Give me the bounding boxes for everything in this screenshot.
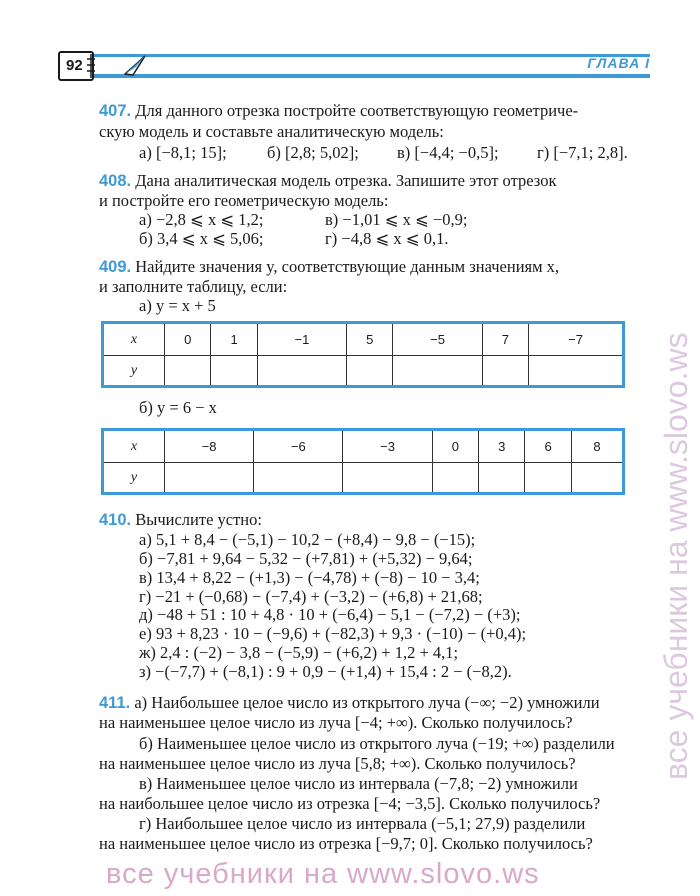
exercise-407-line-2: скую модель и составьте аналитическую модель:: [99, 122, 444, 141]
table-cell: −3: [343, 430, 432, 463]
exercise-410-item-d: г) −21 + (−0,68) − (−7,4) + (−3,2) − (+6,8) + 21,68;: [139, 587, 483, 606]
exercise-411-line-6: на наибольшее целое число из отрезка [−4; −3,5]. Сколько получилось?: [99, 794, 601, 813]
table-cell: 1: [211, 323, 257, 356]
header-rule-bottom: [86, 74, 650, 78]
page-number: 92: [58, 51, 94, 81]
table-cell: 3: [479, 430, 525, 463]
table-cell: [571, 463, 623, 494]
chapter-title: ГЛАВА I: [587, 55, 650, 71]
exercise-408-item-a: а) −2,8 ⩽ x ⩽ 1,2;: [139, 210, 264, 229]
table-b-row-y: [103, 463, 624, 494]
value-table-b: [101, 428, 625, 495]
exercise-409-text: Найдите значения y, соответствующие данным значениям x,: [135, 257, 560, 276]
header-rule-top: [58, 54, 650, 57]
table-cell: 0: [432, 430, 478, 463]
exercise-408-number: 408.: [99, 172, 132, 190]
exercise-407-item-c: в) [−4,4; −0,5];: [397, 143, 499, 162]
exercise-407-item-d: г) [−7,1; 2,8].: [537, 143, 628, 162]
exercise-410-item-b: б) −7,81 + 9,64 − 5,32 − (+7,81) + (+5,32) − 9,64;: [139, 549, 473, 568]
exercise-408-line-2: и постройте его геометрическую модель:: [99, 191, 389, 210]
exercise-409-line-1: [99, 257, 559, 277]
exercise-408-text: Дана аналитическая модель отрезка. Запишите этот отрезок: [135, 171, 557, 190]
exercise-411-number: 411.: [99, 694, 131, 712]
exercise-409-line-2: и заполните таблицу, если:: [99, 277, 288, 296]
exercise-409-part-a: а) y = x + 5: [139, 296, 216, 315]
exercise-407-number: 407.: [99, 102, 132, 120]
table-a-row-y: [103, 356, 624, 387]
exercise-410-text: Вычислите устно:: [135, 510, 262, 529]
exercise-411-line-5: в) Наименьшее целое число из интервала (−7,8; −2) умножили: [139, 774, 578, 793]
table-cell: −8: [165, 430, 254, 463]
exercise-407-item-b: б) [2,8; 5,02];: [267, 143, 359, 162]
table-cell: −7: [529, 323, 624, 356]
exercise-410-item-g: ж) 2,4 : (−2) − 3,8 − (−5,9) − (+6,2) + 1,2 + 4,1;: [139, 643, 459, 662]
table-cell: x: [103, 430, 165, 463]
exercise-411-line-8: на наименьшее целое число из отрезка [−9,7; 0]. Сколько получилось?: [99, 834, 593, 853]
watermark-bottom: все учебники на www.slovo.ws: [106, 858, 540, 890]
table-b-row-x: [103, 430, 624, 463]
table-cell: y: [103, 356, 165, 387]
value-table-a: [101, 321, 625, 388]
table-cell: 5: [347, 323, 393, 356]
spiral-icon: [86, 53, 96, 79]
exercise-407-line-1: [99, 101, 578, 121]
exercise-410-item-f: е) 93 + 8,23 · 10 − (−9,6) + (−82,3) + 9,3 · (−10) − (+0,4);: [139, 624, 527, 643]
exercise-407-text: Для данного отрезка постройте соответствующую геометриче-: [135, 101, 579, 120]
paper-plane-icon: [124, 54, 146, 76]
table-cell: −5: [393, 323, 482, 356]
table-cell: [393, 356, 482, 387]
exercise-411-line-2: на наименьшее целое число из луча [−4; +∞). Сколько получилось?: [99, 713, 573, 732]
watermark-side: все учебники на www.slovo.ws: [658, 332, 694, 780]
table-cell: x: [103, 323, 165, 356]
table-cell: 6: [525, 430, 571, 463]
table-cell: [211, 356, 257, 387]
exercise-411-line-4: на наименьшее целое число из луча [5,8; +∞). Сколько получилось?: [99, 754, 576, 773]
exercise-410-item-a: а) 5,1 + 8,4 − (−5,1) − 10,2 − (+8,4) − 9,8 − (−15);: [139, 530, 476, 549]
table-a-row-x: [103, 323, 624, 356]
table-cell: 0: [165, 323, 211, 356]
table-cell: [529, 356, 624, 387]
table-cell: [347, 356, 393, 387]
exercise-409-part-b: б) y = 6 − x: [139, 398, 217, 417]
table-cell: [432, 463, 478, 494]
table-cell: [165, 356, 211, 387]
exercise-408-item-c: в) −1,01 ⩽ x ⩽ −0,9;: [325, 210, 468, 229]
exercise-410-item-h: з) −(−7,7) + (−8,1) : 9 + 0,9 − (+1,4) + 15,4 : 2 − (−8,2).: [139, 662, 512, 681]
table-cell: −1: [257, 323, 346, 356]
exercise-408-item-d: г) −4,8 ⩽ x ⩽ 0,1.: [325, 229, 449, 248]
exercise-411-line-3: б) Наименьшее целое число из открытого луча (−19; +∞) разделили: [139, 734, 615, 753]
exercise-410-number: 410.: [99, 511, 132, 529]
table-cell: y: [103, 463, 165, 494]
exercise-411-text: а) Наибольшее целое число из открытого луча (−∞; −2) умножили: [134, 693, 600, 712]
exercise-410-item-c: в) 13,4 + 8,22 − (+1,3) − (−4,78) + (−8) − 10 − 3,4;: [139, 568, 480, 587]
exercise-410-item-e: д) −48 + 51 : 10 + 4,8 · 10 + (−6,4) − 5,1 − (−7,2) − (+3);: [139, 605, 521, 624]
exercise-408-item-b: б) 3,4 ⩽ x ⩽ 5,06;: [139, 229, 264, 248]
table-cell: [165, 463, 254, 494]
table-cell: 7: [482, 323, 528, 356]
table-cell: [257, 356, 346, 387]
table-cell: [479, 463, 525, 494]
table-cell: 8: [571, 430, 623, 463]
exercise-411-line-7: г) Наибольшее целое число из интервала (−5,1; 27,9) разделили: [139, 814, 586, 833]
exercise-408-line-1: [99, 171, 556, 191]
table-cell: −6: [254, 430, 343, 463]
exercise-411-line-1: [99, 693, 600, 713]
exercise-409-number: 409.: [99, 258, 132, 276]
table-cell: [254, 463, 343, 494]
exercise-410-title: [99, 510, 262, 530]
page-header: [58, 51, 650, 81]
exercise-407-item-a: а) [−8,1; 15];: [139, 143, 227, 162]
table-cell: [343, 463, 432, 494]
table-cell: [525, 463, 571, 494]
table-cell: [482, 356, 528, 387]
